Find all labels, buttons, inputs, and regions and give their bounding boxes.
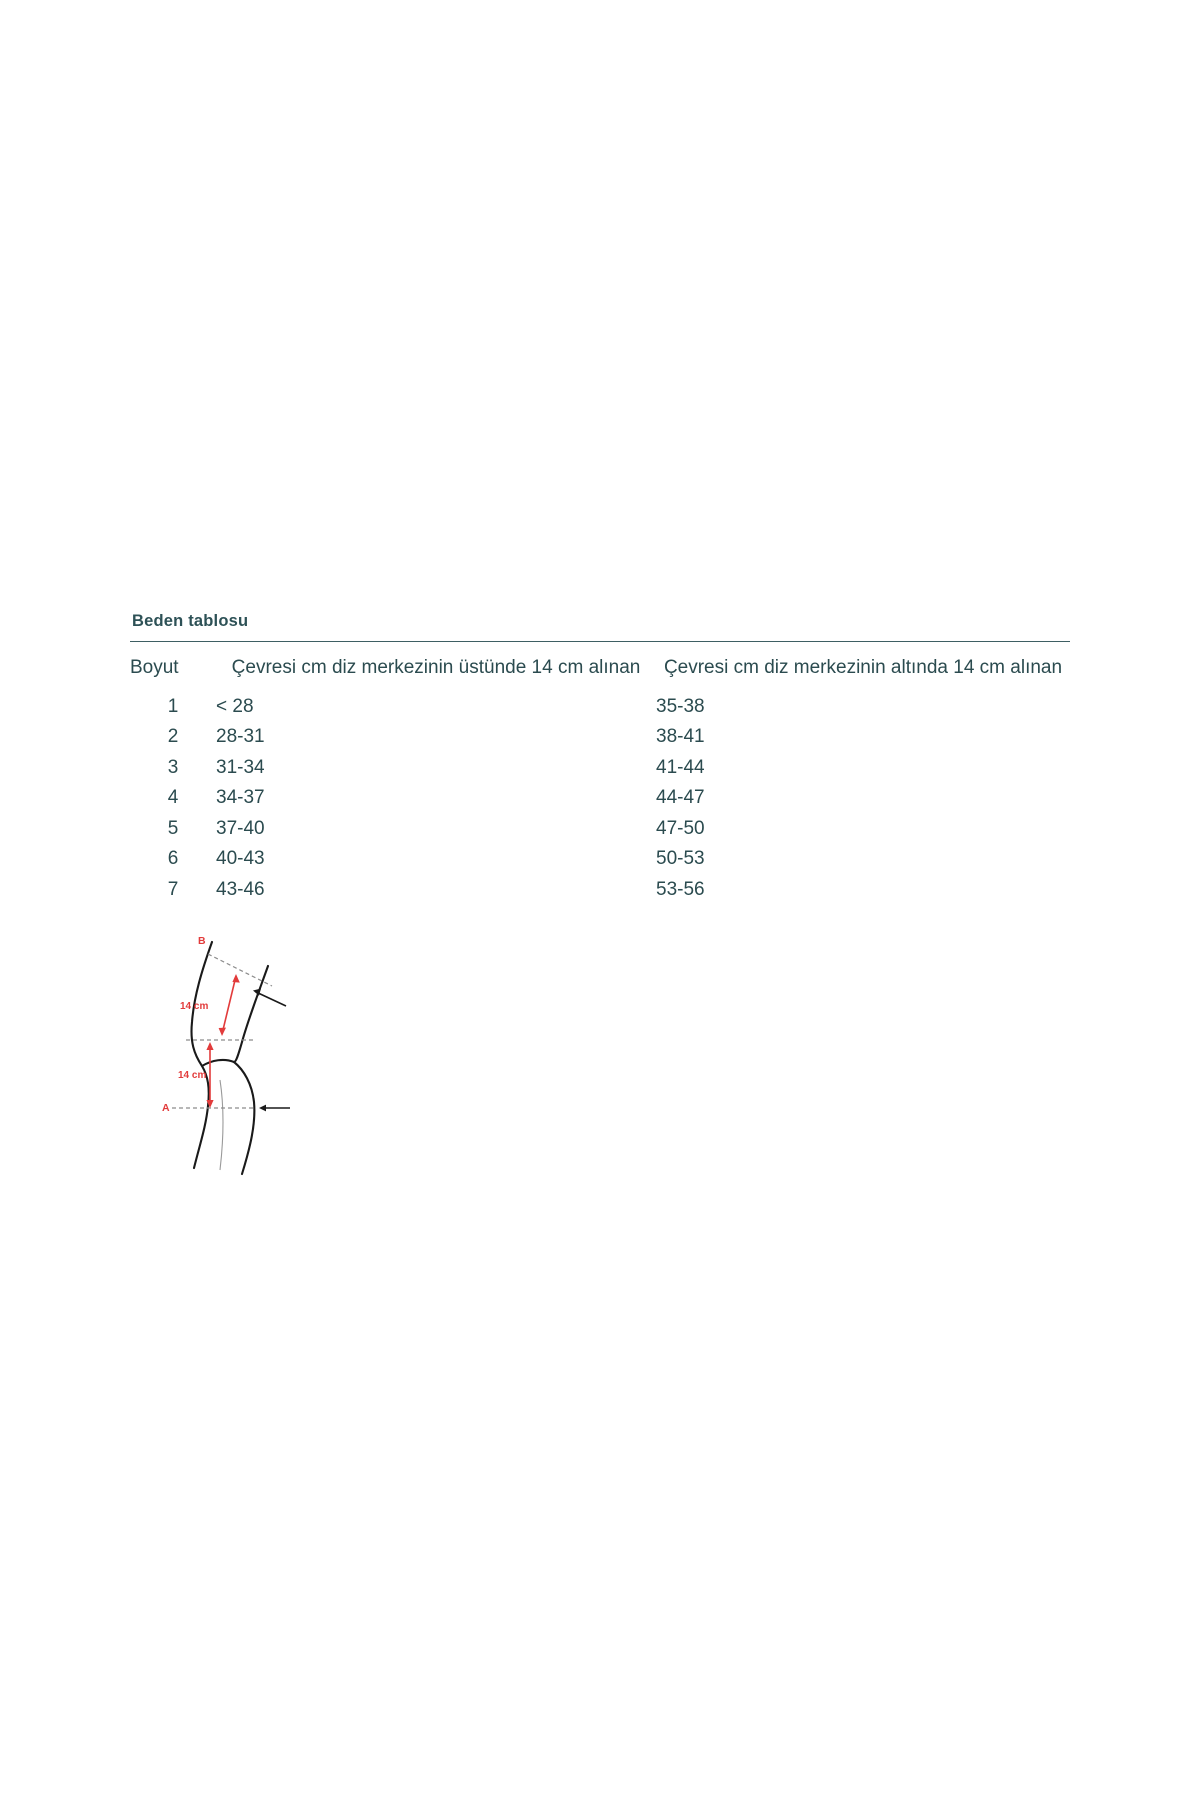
cell-above-knee: 34-37 (216, 787, 265, 809)
label-lower-measure: 14 cm (178, 1070, 207, 1081)
leg-rear-calf-outline (234, 1062, 254, 1174)
upper-measure-arrow (219, 974, 240, 1036)
table-body (130, 692, 1070, 906)
column-header-above-knee: Çevresi cm diz merkezinin üstünde 14 cm alınan (231, 657, 641, 678)
table-row (130, 844, 1070, 875)
cell-size: 3 (167, 756, 179, 778)
patella-outline (202, 1060, 234, 1066)
column-header-below-knee: Çevresi cm diz merkezinin altında 14 cm alınan (663, 657, 1063, 678)
label-upper-measure: 14 cm (180, 1001, 209, 1012)
cell-size: 4 (167, 787, 179, 809)
leg-front-outline (191, 942, 212, 1168)
size-chart-section (130, 612, 1070, 905)
cell-above-knee: 37-40 (216, 817, 265, 839)
cell-size: 1 (167, 695, 179, 717)
table-row (130, 722, 1070, 753)
cell-below-knee: 50-53 (656, 848, 705, 870)
table-row (130, 814, 1070, 845)
pointer-arrow-lower (259, 1105, 290, 1112)
knee-measurement-svg (150, 930, 390, 1180)
cell-below-knee: 53-56 (656, 878, 705, 900)
table-header (130, 656, 1070, 692)
pointer-arrow-upper (253, 989, 286, 1007)
title-divider (130, 641, 1070, 642)
table-row (130, 875, 1070, 906)
size-table (130, 656, 1070, 905)
shin-guide-line (220, 1080, 223, 1170)
cell-size: 2 (167, 726, 179, 748)
lower-measure-arrow (206, 1042, 213, 1108)
cell-below-knee: 41-44 (656, 756, 705, 778)
page-title: Beden tablosu (132, 612, 249, 630)
measurement-diagram (150, 930, 390, 1180)
leg-rear-thigh-outline (234, 966, 268, 1062)
cell-below-knee: 38-41 (656, 726, 705, 748)
cell-size: 5 (167, 817, 179, 839)
cell-below-knee: 47-50 (656, 817, 705, 839)
table-row (130, 783, 1070, 814)
column-header-size: Boyut (130, 657, 179, 678)
label-point-a: A (162, 1102, 170, 1114)
label-point-b: B (198, 935, 206, 947)
cell-above-knee: 31-34 (216, 756, 265, 778)
cell-below-knee: 35-38 (656, 695, 705, 717)
table-header-row (130, 656, 1070, 692)
table-row (130, 692, 1070, 723)
table-row (130, 753, 1070, 784)
cell-size: 6 (167, 848, 179, 870)
cell-above-knee: < 28 (216, 695, 254, 717)
cell-above-knee: 40-43 (216, 848, 265, 870)
cell-below-knee: 44-47 (656, 787, 705, 809)
cell-above-knee: 43-46 (216, 878, 265, 900)
cell-size: 7 (167, 878, 179, 900)
cell-above-knee: 28-31 (216, 726, 265, 748)
